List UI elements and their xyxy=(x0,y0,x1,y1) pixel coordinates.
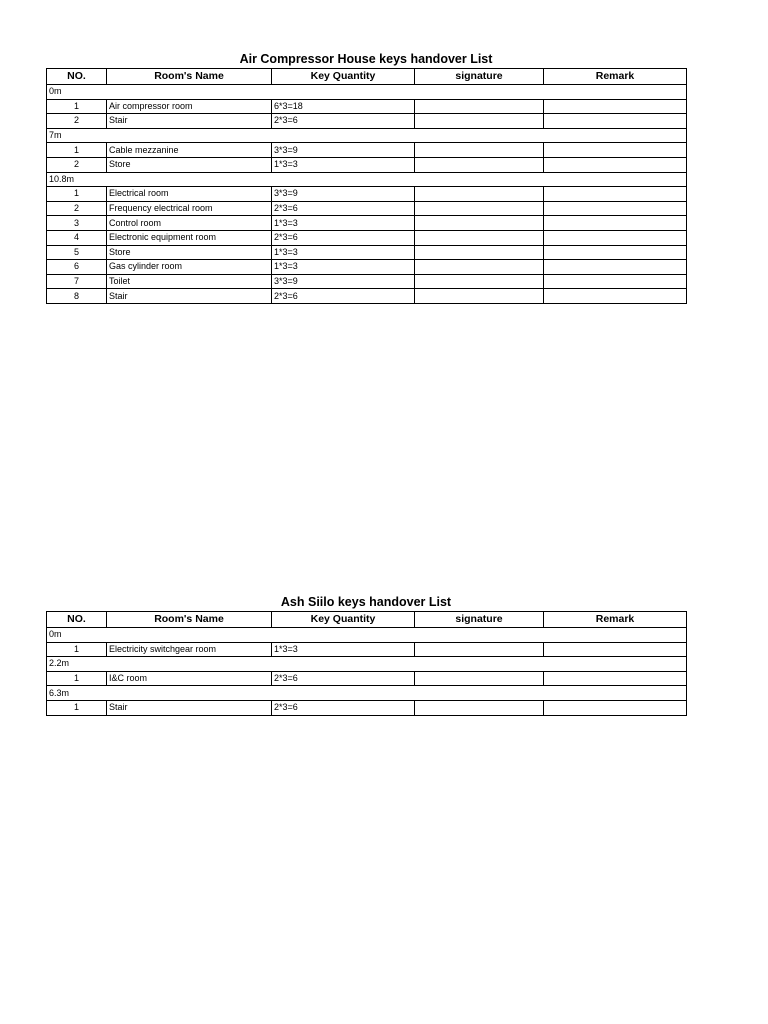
header-no: NO. xyxy=(47,69,107,85)
cell-signature[interactable] xyxy=(415,99,544,114)
header-signature: signature xyxy=(415,69,544,85)
cell-remark[interactable] xyxy=(544,700,687,715)
cell-no: 5 xyxy=(47,245,107,260)
cell-signature[interactable] xyxy=(415,289,544,304)
cell-room-name: Electrical room xyxy=(107,187,272,202)
cell-signature[interactable] xyxy=(415,274,544,289)
header-room-name: Room's Name xyxy=(107,612,272,628)
table-row xyxy=(47,642,687,657)
cell-no: 3 xyxy=(47,216,107,231)
cell-no: 8 xyxy=(47,289,107,304)
table-row xyxy=(47,700,687,715)
cell-remark[interactable] xyxy=(544,216,687,231)
cell-key-quantity: 2*3=6 xyxy=(272,671,415,686)
cell-room-name: Electricity switchgear room xyxy=(107,642,272,657)
table-row xyxy=(47,157,687,172)
cell-room-name: Cable mezzanine xyxy=(107,143,272,158)
header-key-quantity: Key Quantity xyxy=(272,612,415,628)
header-remark: Remark xyxy=(544,612,687,628)
level-row xyxy=(47,85,687,100)
cell-no: 1 xyxy=(47,143,107,158)
cell-remark[interactable] xyxy=(544,157,687,172)
cell-signature[interactable] xyxy=(415,671,544,686)
header-room-name: Room's Name xyxy=(107,69,272,85)
cell-remark[interactable] xyxy=(544,260,687,275)
table-row xyxy=(47,245,687,260)
table-row xyxy=(47,201,687,216)
level-row xyxy=(47,686,687,701)
table-row xyxy=(47,114,687,129)
level-label: 7m xyxy=(47,128,687,143)
cell-signature[interactable] xyxy=(415,642,544,657)
cell-key-quantity: 1*3=3 xyxy=(272,157,415,172)
cell-key-quantity: 2*3=6 xyxy=(272,201,415,216)
level-label: 2.2m xyxy=(47,657,687,672)
cell-remark[interactable] xyxy=(544,274,687,289)
cell-room-name: Frequency electrical room xyxy=(107,201,272,216)
cell-key-quantity: 3*3=9 xyxy=(272,187,415,202)
cell-room-name: Gas cylinder room xyxy=(107,260,272,275)
cell-room-name: I&C room xyxy=(107,671,272,686)
cell-key-quantity: 3*3=9 xyxy=(272,274,415,289)
cell-room-name: Air compressor room xyxy=(107,99,272,114)
table-row xyxy=(47,260,687,275)
cell-signature[interactable] xyxy=(415,700,544,715)
cell-remark[interactable] xyxy=(544,99,687,114)
cell-key-quantity: 3*3=9 xyxy=(272,143,415,158)
cell-remark[interactable] xyxy=(544,201,687,216)
level-row xyxy=(47,657,687,672)
cell-no: 7 xyxy=(47,274,107,289)
cell-signature[interactable] xyxy=(415,187,544,202)
cell-room-name: Store xyxy=(107,245,272,260)
cell-remark[interactable] xyxy=(544,642,687,657)
cell-no: 1 xyxy=(47,671,107,686)
cell-signature[interactable] xyxy=(415,143,544,158)
table-row xyxy=(47,99,687,114)
cell-key-quantity: 1*3=3 xyxy=(272,245,415,260)
cell-remark[interactable] xyxy=(544,114,687,129)
header-no: NO. xyxy=(47,612,107,628)
cell-remark[interactable] xyxy=(544,187,687,202)
cell-no: 6 xyxy=(47,260,107,275)
cell-room-name: Stair xyxy=(107,114,272,129)
cell-key-quantity: 2*3=6 xyxy=(272,700,415,715)
ash-silo-handover-sheet xyxy=(46,593,686,716)
cell-key-quantity: 1*3=3 xyxy=(272,260,415,275)
cell-remark[interactable] xyxy=(544,143,687,158)
cell-key-quantity: 6*3=18 xyxy=(272,99,415,114)
handover-table xyxy=(46,68,687,304)
cell-key-quantity: 2*3=6 xyxy=(272,114,415,129)
handover-table xyxy=(46,611,687,716)
cell-remark[interactable] xyxy=(544,245,687,260)
table-row xyxy=(47,274,687,289)
cell-remark[interactable] xyxy=(544,671,687,686)
cell-no: 1 xyxy=(47,700,107,715)
table-row xyxy=(47,216,687,231)
cell-signature[interactable] xyxy=(415,230,544,245)
cell-signature[interactable] xyxy=(415,260,544,275)
cell-room-name: Toilet xyxy=(107,274,272,289)
cell-key-quantity: 2*3=6 xyxy=(272,230,415,245)
header-signature: signature xyxy=(415,612,544,628)
level-row xyxy=(47,128,687,143)
table-row xyxy=(47,289,687,304)
table-row xyxy=(47,187,687,202)
cell-no: 4 xyxy=(47,230,107,245)
cell-room-name: Stair xyxy=(107,289,272,304)
cell-key-quantity: 2*3=6 xyxy=(272,289,415,304)
level-label: 6.3m xyxy=(47,686,687,701)
cell-signature[interactable] xyxy=(415,216,544,231)
header-key-quantity: Key Quantity xyxy=(272,69,415,85)
cell-signature[interactable] xyxy=(415,157,544,172)
level-row xyxy=(47,172,687,187)
level-row xyxy=(47,628,687,643)
table-row xyxy=(47,671,687,686)
level-label: 0m xyxy=(47,628,687,643)
cell-key-quantity: 1*3=3 xyxy=(272,216,415,231)
cell-key-quantity: 1*3=3 xyxy=(272,642,415,657)
cell-no: 1 xyxy=(47,99,107,114)
cell-no: 1 xyxy=(47,642,107,657)
cell-no: 2 xyxy=(47,201,107,216)
cell-room-name: Store xyxy=(107,157,272,172)
header-remark: Remark xyxy=(544,69,687,85)
cell-signature[interactable] xyxy=(415,201,544,216)
level-label: 10.8m xyxy=(47,172,687,187)
cell-signature[interactable] xyxy=(415,114,544,129)
cell-no: 2 xyxy=(47,114,107,129)
header-row xyxy=(47,612,687,628)
air-compressor-handover-sheet xyxy=(46,50,686,304)
cell-room-name: Control room xyxy=(107,216,272,231)
cell-no: 2 xyxy=(47,157,107,172)
cell-remark[interactable] xyxy=(544,289,687,304)
header-row xyxy=(47,69,687,85)
table-row xyxy=(47,143,687,158)
sheet-title: Ash Siilo keys handover List xyxy=(280,595,452,609)
cell-signature[interactable] xyxy=(415,245,544,260)
cell-remark[interactable] xyxy=(544,230,687,245)
cell-room-name: Stair xyxy=(107,700,272,715)
table-row xyxy=(47,230,687,245)
cell-room-name: Electronic equipment room xyxy=(107,230,272,245)
level-label: 0m xyxy=(47,85,687,100)
cell-no: 1 xyxy=(47,187,107,202)
sheet-title: Air Compressor House keys handover List xyxy=(239,52,493,66)
